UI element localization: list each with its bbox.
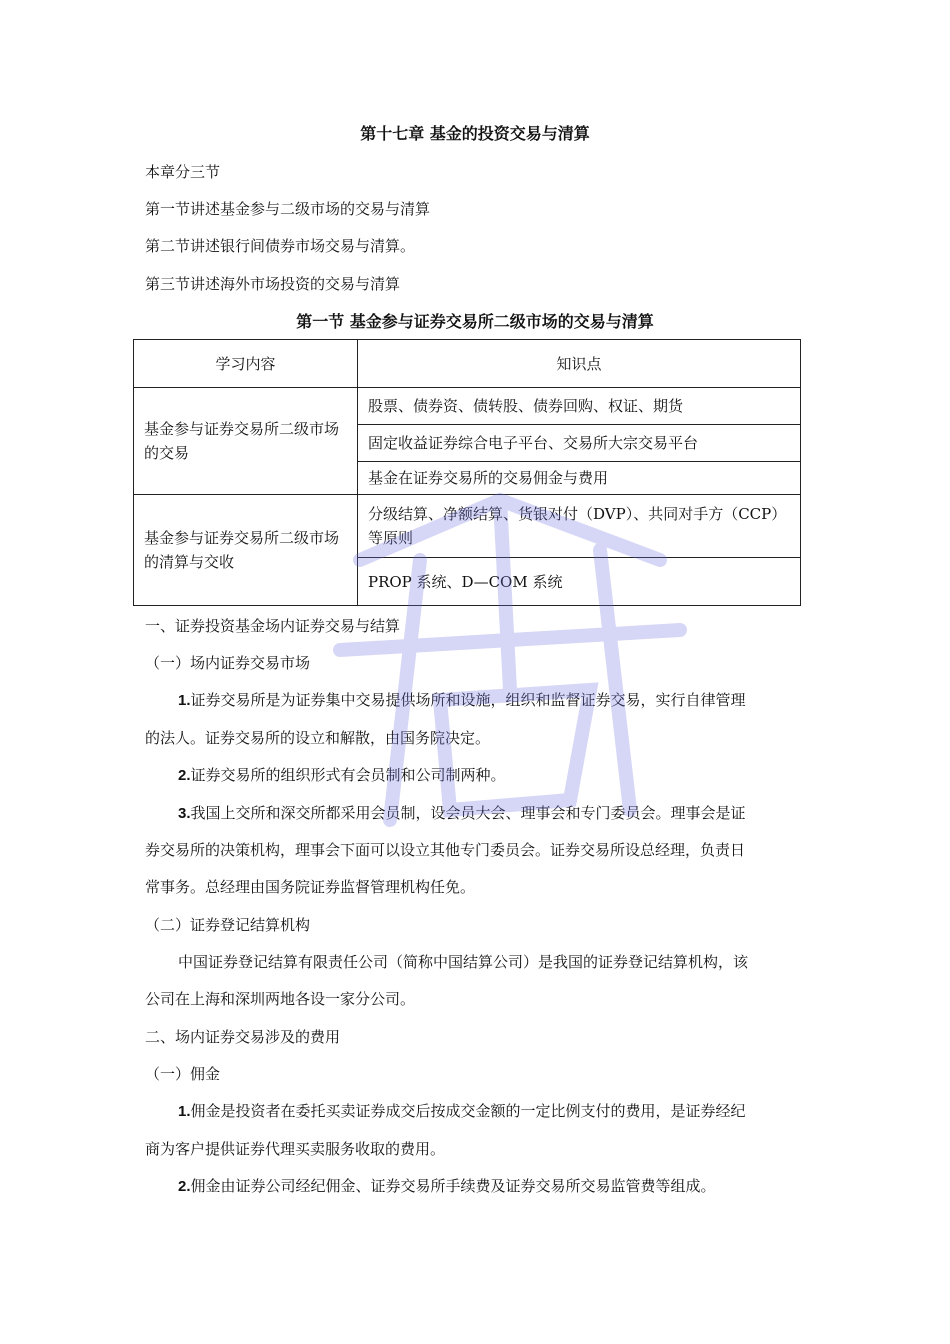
- paragraph-text: 我国上交所和深交所都采用会员制，设会员大会、理事会和专门委员会。理事会是证: [190, 804, 746, 822]
- chapter-title: 第十七章 基金的投资交易与清算: [360, 124, 590, 143]
- paragraph-text: 证券交易所是为证券集中交易提供场所和设施，组织和监督证券交易，实行自律管理: [190, 691, 746, 709]
- item-number: 1.: [178, 1103, 191, 1120]
- paragraph-text: 商为客户提供证券代理买卖服务收取的费用。: [145, 1140, 446, 1158]
- intro-line: 本章分三节: [145, 163, 221, 181]
- heading-level1: 一、证券投资基金场内证券交易与结算: [145, 617, 401, 635]
- paragraph-text: 公司在上海和深圳两地各设一家分公司。: [145, 990, 416, 1008]
- knowledge-table: [133, 339, 801, 606]
- paragraph-text: 常事务。总经理由国务院证券监督管理机构任免。: [145, 878, 476, 896]
- paragraph-text: 券交易所的决策机构，理事会下面可以设立其他专门委员会。证券交易所设总经理，负责日: [145, 841, 746, 859]
- table-header-points: 知识点: [358, 340, 801, 388]
- table-cell-content: 基金参与证券交易所二级市场的清算与交收: [134, 495, 358, 606]
- table-cell-point: 分级结算、净额结算、货银对付（DVP）、共同对手方（CCP）等原则: [358, 495, 801, 558]
- section-title: 第一节 基金参与证券交易所二级市场的交易与清算: [296, 312, 654, 331]
- paragraph-text: 中国证券登记结算有限责任公司（简称中国结算公司）是我国的证券登记结算机构，该: [178, 953, 749, 971]
- paragraph-text: 佣金是投资者在委托买卖证券成交后按成交金额的一定比例支付的费用，是证券经纪: [190, 1102, 746, 1120]
- heading-level2: （一）佣金: [145, 1065, 221, 1083]
- intro-line: 第三节讲述海外市场投资的交易与清算: [145, 275, 401, 293]
- heading-level2: （一）场内证券交易市场: [145, 654, 311, 672]
- paragraph: [178, 803, 746, 824]
- table-cell-point: 基金在证券交易所的交易佣金与费用: [358, 462, 801, 495]
- item-number: 3.: [178, 805, 191, 822]
- paragraph: [178, 1176, 716, 1197]
- table-cell-point: 股票、债券资、债转股、债券回购、权证、期货: [358, 388, 801, 425]
- paragraph: [178, 1101, 746, 1122]
- item-number: 1.: [178, 692, 191, 709]
- paragraph: [178, 765, 506, 786]
- intro-line: 第一节讲述基金参与二级市场的交易与清算: [145, 200, 431, 218]
- table-cell-content: 基金参与证券交易所二级市场的交易: [134, 388, 358, 495]
- heading-level2: （二）证券登记结算机构: [145, 916, 311, 934]
- table-cell-point: 固定收益证券综合电子平台、交易所大宗交易平台: [358, 425, 801, 462]
- paragraph: [178, 690, 746, 711]
- paragraph-text: 证券交易所的组织形式有会员制和公司制两种。: [190, 766, 506, 784]
- intro-line: 第二节讲述银行间债券市场交易与清算。: [145, 237, 416, 255]
- item-number: 2.: [178, 767, 191, 784]
- paragraph-text: 的法人。证券交易所的设立和解散，由国务院决定。: [145, 729, 491, 747]
- heading-level1: 二、场内证券交易涉及的费用: [145, 1028, 341, 1046]
- table-cell-point: PROP 系统、D—COM 系统: [358, 558, 801, 606]
- table-header-content: 学习内容: [134, 340, 358, 388]
- item-number: 2.: [178, 1178, 191, 1195]
- paragraph-text: 佣金由证券公司经纪佣金、证券交易所手续费及证券交易所交易监管费等组成。: [190, 1177, 716, 1195]
